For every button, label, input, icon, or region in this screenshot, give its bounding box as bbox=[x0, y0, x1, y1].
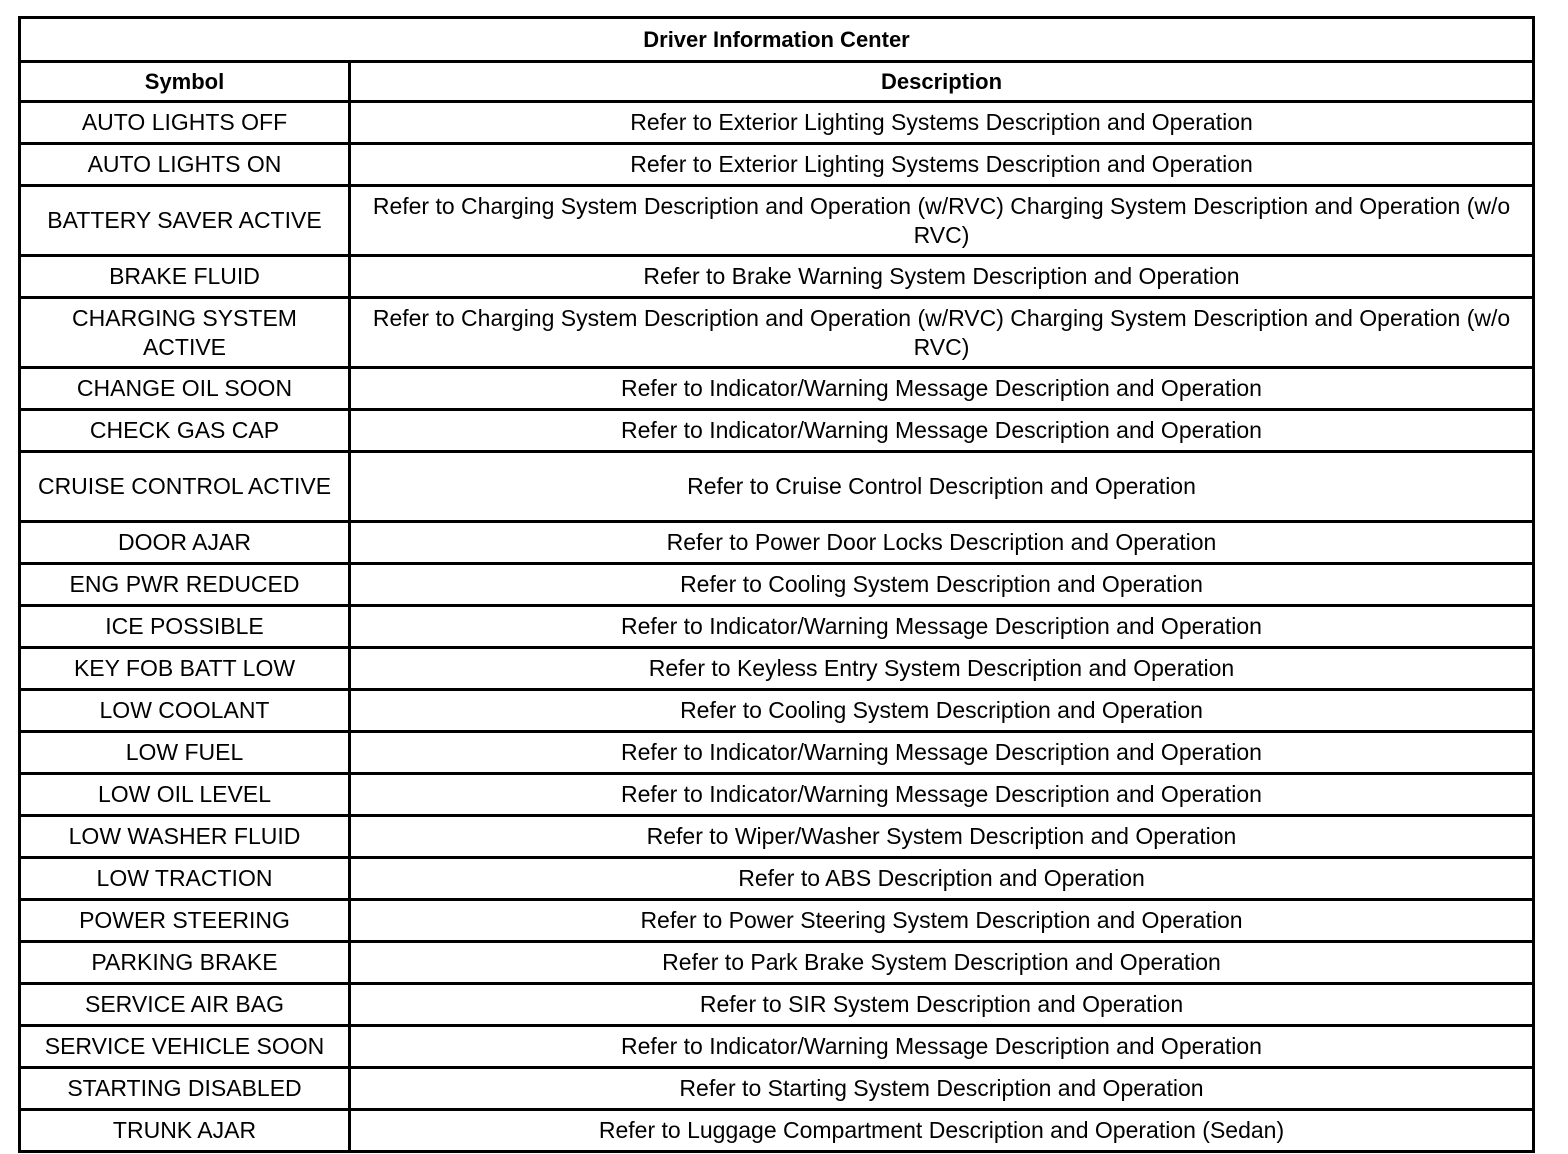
table-row bbox=[20, 858, 1534, 900]
description-cell: Refer to Indicator/Warning Message Description and Operation bbox=[350, 410, 1534, 452]
symbol-cell: SERVICE AIR BAG bbox=[20, 984, 350, 1026]
description-cell: Refer to Starting System Description and Operation bbox=[350, 1068, 1534, 1110]
description-cell: Refer to Keyless Entry System Description and Operation bbox=[350, 648, 1534, 690]
symbol-cell: SERVICE VEHICLE SOON bbox=[20, 1026, 350, 1068]
symbol-cell: CHANGE OIL SOON bbox=[20, 368, 350, 410]
description-cell: Refer to Cooling System Description and Operation bbox=[350, 564, 1534, 606]
description-cell: Refer to Park Brake System Description and Operation bbox=[350, 942, 1534, 984]
description-cell: Refer to Cruise Control Description and Operation bbox=[350, 452, 1534, 522]
description-cell: Refer to Power Door Locks Description and Operation bbox=[350, 522, 1534, 564]
symbol-cell: POWER STEERING bbox=[20, 900, 350, 942]
description-cell: Refer to Exterior Lighting Systems Description and Operation bbox=[350, 102, 1534, 144]
symbol-cell: CRUISE CONTROL ACTIVE bbox=[20, 452, 350, 522]
symbol-cell: AUTO LIGHTS ON bbox=[20, 144, 350, 186]
table-row bbox=[20, 816, 1534, 858]
symbol-cell: AUTO LIGHTS OFF bbox=[20, 102, 350, 144]
symbol-column-header: Symbol bbox=[20, 62, 350, 102]
table-row bbox=[20, 564, 1534, 606]
symbol-cell: LOW WASHER FLUID bbox=[20, 816, 350, 858]
description-cell: Refer to Indicator/Warning Message Description and Operation bbox=[350, 606, 1534, 648]
symbol-cell: LOW FUEL bbox=[20, 732, 350, 774]
table-row bbox=[20, 900, 1534, 942]
description-column-header: Description bbox=[350, 62, 1534, 102]
description-cell: Refer to Indicator/Warning Message Description and Operation bbox=[350, 1026, 1534, 1068]
driver-information-center-table bbox=[18, 16, 1535, 1153]
symbol-cell: ICE POSSIBLE bbox=[20, 606, 350, 648]
description-cell: Refer to SIR System Description and Operation bbox=[350, 984, 1534, 1026]
description-cell: Refer to ABS Description and Operation bbox=[350, 858, 1534, 900]
table-row bbox=[20, 648, 1534, 690]
table-row bbox=[20, 102, 1534, 144]
symbol-cell: PARKING BRAKE bbox=[20, 942, 350, 984]
symbol-cell: ENG PWR REDUCED bbox=[20, 564, 350, 606]
table-row bbox=[20, 1068, 1534, 1110]
description-cell: Refer to Indicator/Warning Message Description and Operation bbox=[350, 774, 1534, 816]
table-row bbox=[20, 298, 1534, 368]
description-cell: Refer to Cooling System Description and Operation bbox=[350, 690, 1534, 732]
symbol-cell: CHECK GAS CAP bbox=[20, 410, 350, 452]
table-row bbox=[20, 774, 1534, 816]
description-cell: Refer to Charging System Description and Operation (w/RVC) Charging System Description and Operation (w/o RVC) bbox=[350, 186, 1534, 256]
symbol-cell: LOW TRACTION bbox=[20, 858, 350, 900]
table-row bbox=[20, 942, 1534, 984]
symbol-cell: BRAKE FLUID bbox=[20, 256, 350, 298]
symbol-cell: LOW COOLANT bbox=[20, 690, 350, 732]
symbol-cell: STARTING DISABLED bbox=[20, 1068, 350, 1110]
table-row bbox=[20, 1026, 1534, 1068]
table-header-row bbox=[20, 62, 1534, 102]
description-cell: Refer to Indicator/Warning Message Description and Operation bbox=[350, 732, 1534, 774]
table-row bbox=[20, 452, 1534, 522]
description-cell: Refer to Exterior Lighting Systems Description and Operation bbox=[350, 144, 1534, 186]
description-cell: Refer to Wiper/Washer System Description and Operation bbox=[350, 816, 1534, 858]
description-cell: Refer to Brake Warning System Description and Operation bbox=[350, 256, 1534, 298]
table-row bbox=[20, 410, 1534, 452]
table-row bbox=[20, 1110, 1534, 1152]
table-row bbox=[20, 732, 1534, 774]
description-cell: Refer to Indicator/Warning Message Description and Operation bbox=[350, 368, 1534, 410]
table-row bbox=[20, 690, 1534, 732]
table-row bbox=[20, 522, 1534, 564]
table-row bbox=[20, 606, 1534, 648]
table-title: Driver Information Center bbox=[20, 18, 1534, 62]
symbol-cell: CHARGING SYSTEM ACTIVE bbox=[20, 298, 350, 368]
description-cell: Refer to Charging System Description and Operation (w/RVC) Charging System Description and Operation (w/o RVC) bbox=[350, 298, 1534, 368]
table-row bbox=[20, 368, 1534, 410]
symbol-cell: BATTERY SAVER ACTIVE bbox=[20, 186, 350, 256]
table-row bbox=[20, 186, 1534, 256]
symbol-cell: LOW OIL LEVEL bbox=[20, 774, 350, 816]
table-row bbox=[20, 984, 1534, 1026]
symbol-cell: KEY FOB BATT LOW bbox=[20, 648, 350, 690]
symbol-cell: DOOR AJAR bbox=[20, 522, 350, 564]
description-cell: Refer to Luggage Compartment Description and Operation (Sedan) bbox=[350, 1110, 1534, 1152]
table-row bbox=[20, 256, 1534, 298]
description-cell: Refer to Power Steering System Description and Operation bbox=[350, 900, 1534, 942]
table-row bbox=[20, 144, 1534, 186]
symbol-cell: TRUNK AJAR bbox=[20, 1110, 350, 1152]
table-title-row bbox=[20, 18, 1534, 62]
